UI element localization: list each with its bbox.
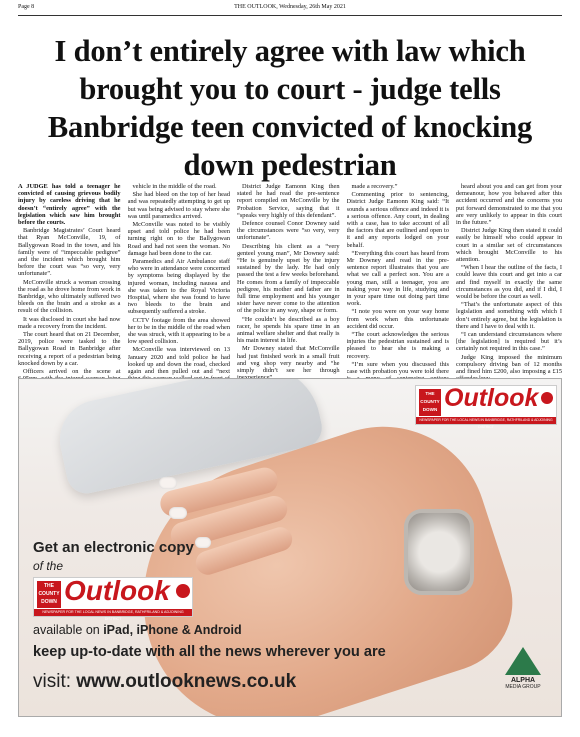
paragraph: heard about you and can get from your demeanour, how you behaved after this accident occurred and the concerns you put forward demonstrated to me that you are very unlikely to appear in this court in the future.” — [456, 183, 562, 227]
masthead-strap: NEWSPAPER FOR THE LOCAL NEWS IN BANBRIDGE, RATHFRILAND & ADJOINING DISTRICT — [416, 417, 556, 424]
headline: I don’t entirely agree with law which brought you to court - judge tells Banbridge teen convicted of knocking down pedestrian — [47, 34, 533, 182]
paragraph: McConville was interviewed on 13 January 2020 and told police he had looked up and down the road, checked again and then pulled out and “next — [127, 346, 230, 376]
paragraph: “I’m sure when you discussed this case with probation you were told there — [346, 360, 449, 376]
advert-line-2: of the — [33, 559, 64, 573]
paragraph: Commenting prior to sentencing, District Judge Eamonn King said: “It sounds a serious offence and indeed it is a serious offence. Any court, in dealing with a case, has to take account of all the factors that are outlined and open to it and any reports lodged on your behalf. — [346, 191, 449, 249]
outlook-logo: Outlook — [444, 384, 539, 412]
paragraph: McConville struck a woman crossing the road as he drove home from work in Banbridge, who ultimately suffered two bleeds on the brain and a stroke as a result of the collision. — [18, 278, 121, 315]
alpha-triangle-icon — [505, 647, 541, 675]
nail-image — [159, 477, 177, 489]
the-county-down-label: THE COUNTY DOWN — [419, 389, 441, 416]
article-column-4 — [347, 183, 450, 383]
issue-date: THE OUTLOOK, Wednesday, 26th May 2021 — [234, 4, 346, 10]
seal-icon — [541, 392, 553, 404]
advert-line-3: available on iPad, iPhone & Android — [33, 623, 242, 637]
paragraph: A JUDGE has told a teenager he convicted of causing grievous bodily injury by careless driving that he doesn’t “entirely agree” with the legislation which saw him brought before the courts. — [18, 183, 121, 227]
the-county-down-label: THE COUNTY DOWN — [37, 581, 61, 608]
website-link[interactable]: www.outlooknews.co.uk — [76, 671, 297, 692]
paragraph: “I can understand circumstances where [the legislation] is required but it’s certainly not required in this case.” — [456, 331, 562, 353]
advert-line-4: keep up-to-date with all the news wherever you are — [33, 644, 386, 660]
paragraph: She had bleed on the top of her head and was repeatedly attempting to get up but was being advised to stay where she was until paramedics arrived. — [127, 191, 230, 220]
article-column-5 — [456, 183, 562, 383]
advert-line-1: Get an electronic copy — [33, 539, 194, 556]
nail-image — [195, 537, 211, 548]
article-column-1 — [18, 183, 121, 383]
paragraph: CCTV footage from the area showed her to be in the middle of the road when she was struck, with it appearing to be a low speed collision. — [127, 316, 230, 346]
seal-icon — [176, 584, 190, 598]
paragraph: Officers arrived on the scene at — [23, 368, 121, 376]
paragraph: Describing his client as a “very genteel young man”, Mr Downey said: “He is genuinely upset by the injury sustained by the lady. He had only passed the test a few weeks beforehand. He comes from a family of impeccable pedigree, his mother and father are in full time employment and his younger sister have never come to the attention of the police in any way, shape or form. — [237, 242, 340, 315]
paragraph: vehicle in the middle of the road. — [132, 183, 217, 190]
page-number: Page 8 — [18, 4, 35, 10]
article-column-3 — [237, 183, 340, 383]
paragraph: Banbridge Magistrates’ Court heard that Ryan McConville, 19, of Ballygowan Road in the town, and his family were of “impeccable pedigree” and the incident which brought him before the court was “so very, very unfortunate”. — [18, 227, 121, 278]
alpha-media-logo — [497, 647, 549, 690]
paragraph: “I note you were on your way home from work when this unfortunate accident did occur. — [346, 308, 449, 330]
advert-line-5: visit: www.outlooknews.co.uk — [33, 671, 297, 692]
paragraph: “That’s the unfortunate aspect of this legislation and something with which I don’t entirely agree, but the legislation is there and I have to deal with it. — [456, 301, 562, 330]
paragraph: “He couldn’t be described as a boy racer, he spends his spare time in an animal welfare shelter and that really is his main interest in life. — [237, 315, 340, 345]
paragraph: made a recovery.” — [351, 183, 398, 190]
paragraph: District Judge Eamonn King then stated he had read the pre-sentence report compiled on McConville by the Probation Service, saying that it “speaks very highly of this defendant”. — [237, 183, 340, 219]
outlook-masthead-top — [415, 384, 557, 429]
nail-image — [169, 507, 187, 519]
running-header — [18, 4, 562, 16]
paragraph: McConville was noted to be visibly upset and told police he had been turning right on to the Ballygowan Road and had not seen the woman. No damage had been done to the car. — [127, 221, 230, 257]
paragraph: “Everything this court has heard from Mr Downey and read in the pre-sentence report illustrates that you are what we call a perfect son. You are a young man, still a teenager, you are making your way in life, studying and in your spare time out doing part time work. — [346, 249, 449, 308]
paragraph: It was disclosed in court she had now made a recovery from the incident. — [18, 315, 121, 330]
masthead-strap: NEWSPAPER FOR THE LOCAL NEWS IN BANBRIDGE, RATHFRILAND & ADJOINING DISTRICT — [34, 609, 192, 616]
article-column-2 — [128, 183, 231, 383]
paragraph: District Judge King then stated it could easily be himself who could appear in court in a similar set of circumstances which brought McConville to his attention. — [456, 227, 562, 264]
wristwatch-image — [404, 509, 474, 595]
paragraph: Judge King imposed the minimum compulsory driving ban of 12 months and fined him £200, also imposing a £15 — [456, 353, 562, 376]
outlook-advert — [18, 378, 562, 717]
paragraph: “When I hear the outline of the facts, I could leave this court and get into a car and find myself in exactly the same circumstances as you did, and if I did, I would be before the court as well. — [456, 264, 562, 301]
paragraph: The court heard that on 21 December, 2019, police were tasked to the Ballygowan Road in Banbridge after receiving a report of a pedestrian being knocked down by a car. — [18, 331, 121, 367]
outlook-logo: Outlook — [64, 575, 170, 606]
outlook-masthead — [33, 575, 193, 621]
alpha-name: ALPHA — [510, 677, 536, 684]
paragraph: “The court acknowledges the serious injuries the pedestrian sustained and is pleased to hear she is making a recovery. — [346, 331, 449, 360]
paragraph: Paramedics and Air Ambulance staff who were in attendance were concerned by symptoms being displayed by the injured woman, including nausea and she was taken to the Royal Victoria Hospital, where she was found to have two bleeds to the brain and subsequently suffered a stroke. — [127, 258, 230, 316]
alpha-sub: MEDIA GROUP — [505, 684, 541, 690]
article-body — [18, 183, 562, 383]
paragraph: Defence counsel Conor Downey said the circumstances were “so very, very unfortunate”. — [237, 220, 340, 242]
paragraph: Mr Downey stated that McConville had just finished work in a small fruit and veg shop very nearby and “he simply didn’t see her through — [237, 345, 340, 375]
